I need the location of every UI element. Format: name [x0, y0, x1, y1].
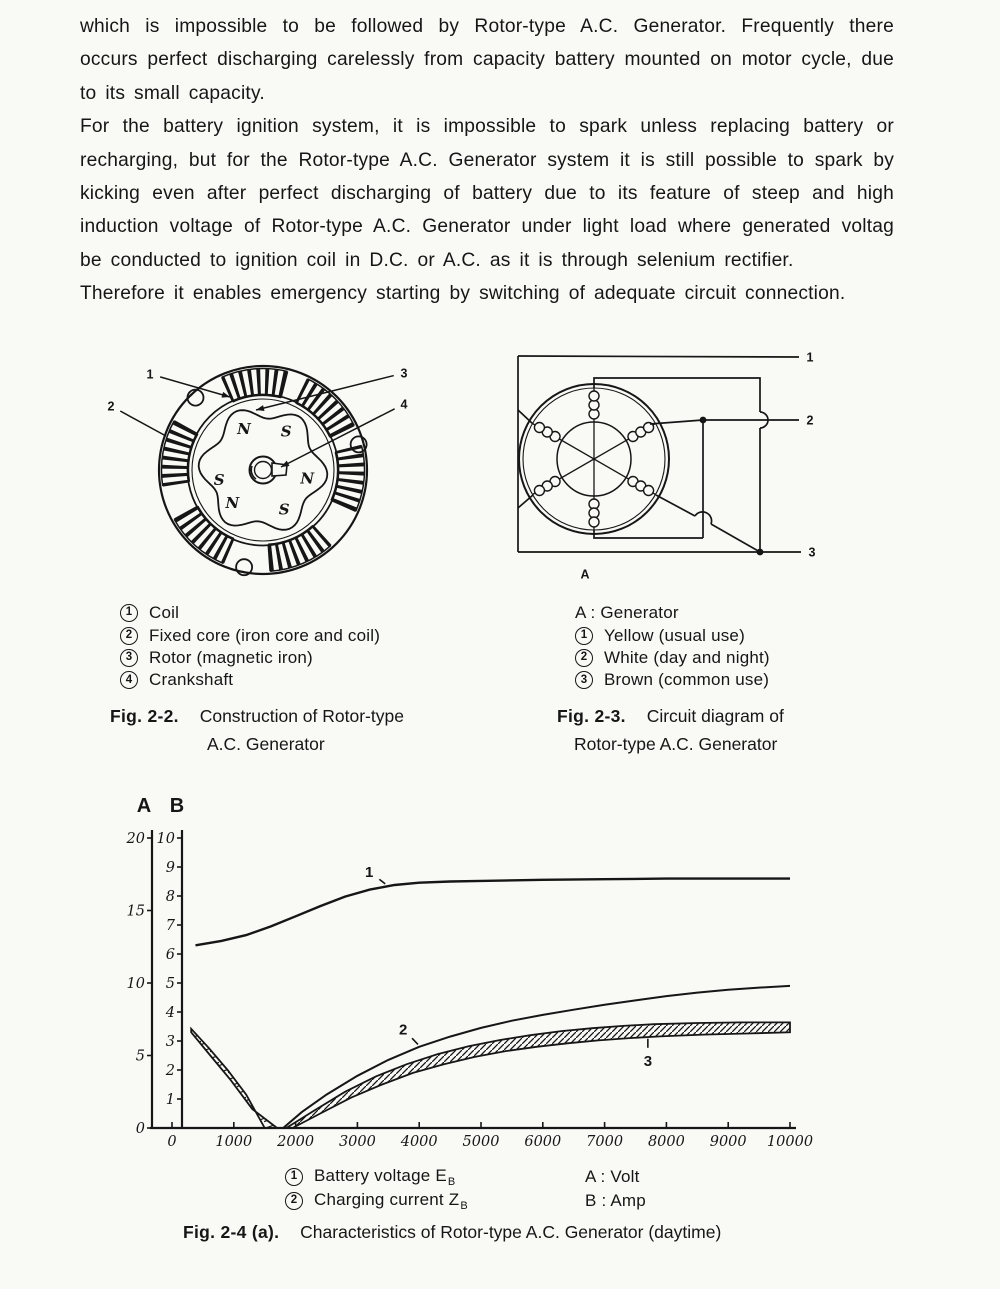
circled-number-icon: 1 [285, 1168, 303, 1186]
coil-loop [534, 486, 544, 496]
tick-label: 4000 [400, 1134, 438, 1150]
wire [656, 495, 695, 516]
chart-legend [285, 1165, 468, 1213]
tick-label: 6000 [524, 1134, 562, 1150]
legend-item [285, 1165, 468, 1189]
junction-dot [700, 417, 707, 424]
svg-text:2: 2 [806, 413, 814, 428]
svg-text:1: 1 [364, 863, 374, 881]
body-text [80, 10, 894, 311]
tick-label: 10 [156, 831, 175, 847]
chart-axis-units [585, 1165, 646, 1213]
legend-label: Crankshaft [149, 670, 234, 690]
tick-label: 5 [135, 1048, 145, 1065]
svg-text:2: 2 [107, 399, 115, 414]
stator-coil [269, 535, 322, 557]
circled-number-icon: 3 [120, 649, 138, 667]
svg-text:3: 3 [808, 545, 816, 560]
tick-label: 6 [165, 947, 175, 963]
pole-label: N [237, 420, 251, 439]
curve-series-2 [283, 986, 790, 1128]
legend-item [120, 647, 380, 669]
coil-loop [644, 486, 654, 496]
text-line: be conducted to ignition coil in D.C. or A.C. as it is through selenium rectifier. [80, 249, 794, 271]
axis-A-label: A [136, 795, 152, 817]
coil-outline [174, 421, 198, 434]
circled-number-icon: 3 [575, 671, 593, 689]
legend-label: Coil [149, 603, 180, 623]
svg-text:2: 2 [398, 1021, 408, 1039]
legend-label: Brown (common use) [604, 670, 770, 690]
figure-number: Fig. 2-2. [110, 706, 179, 726]
svg-text:1: 1 [806, 350, 814, 365]
legend-item [120, 624, 380, 646]
tick-label: 0 [135, 1121, 145, 1137]
caption-text: Construction of Rotor-type [199, 706, 404, 726]
legend-label: Battery voltage $E_B$ [314, 1166, 456, 1188]
callout-leader-line [160, 377, 230, 397]
tick-label: 7000 [586, 1134, 624, 1150]
legend-label: White (day and night) [604, 647, 770, 667]
stator-coil [175, 427, 186, 484]
hatched-band-series-desc-band [191, 1029, 277, 1128]
pole-label: S [280, 422, 292, 441]
tick-label: 8 [165, 889, 175, 905]
text-line: kicking even after perfect discharging of battery due to its feature of steep and high [80, 182, 894, 204]
tick-label: 2 [165, 1063, 175, 1079]
text-line: to its small capacity. [80, 82, 265, 104]
wire [650, 420, 799, 424]
svg-text:A: A [580, 567, 590, 582]
fig-2-3-caption-line2: Rotor-type A.C. Generator [574, 734, 778, 754]
tick-label: 15 [126, 903, 145, 920]
text-line: induction voltage of Rotor-type A.C. Generator under light load where generated voltag [80, 216, 894, 238]
svg-text:3: 3 [400, 366, 408, 381]
crankshaft-shaft [255, 462, 272, 479]
circled-number-icon: 2 [285, 1192, 303, 1210]
svg-text:1: 1 [146, 367, 154, 382]
stator-coil [343, 449, 351, 506]
coil-loop [589, 391, 599, 401]
svg-text:4: 4 [400, 397, 408, 412]
caption-text: Characteristics of Rotor-type A.C. Generator (daytime) [300, 1222, 722, 1242]
hatched-band-series-3 [286, 1022, 790, 1128]
fig-2-2-caption-line2: A.C. Generator [207, 734, 325, 754]
tick-label: 2000 [277, 1134, 315, 1150]
tick-label: 20 [126, 831, 145, 847]
stator-outer-ring [159, 366, 367, 574]
legend-item [120, 669, 380, 691]
fig-2-2-rotor-construction-diagram [90, 345, 420, 607]
circled-number-icon: 1 [120, 604, 138, 622]
figure-number: Fig. 2-3. [557, 706, 626, 726]
tick-label: 1 [165, 1092, 175, 1108]
tick-label: 3 [165, 1034, 175, 1050]
tick-label: 5000 [462, 1134, 500, 1150]
text-line: which is impossible to be followed by Rotor-type A.C. Generator. Frequently there [80, 16, 894, 37]
coil-loop [589, 517, 599, 527]
junction-dot [757, 549, 764, 556]
axis-unit: B : Amp [585, 1191, 646, 1210]
legend-label: Charging current $Z_B$ [314, 1190, 468, 1212]
axis-unit: A : Volt [585, 1167, 640, 1186]
svg-text:3: 3 [643, 1053, 653, 1071]
stator-coil [227, 382, 284, 390]
pole-label: S [213, 471, 225, 490]
circled-number-icon: 2 [575, 649, 593, 667]
fig-2-2-legend [120, 602, 380, 692]
fig-2-4a-characteristics-chart [120, 780, 820, 1165]
pole-label: S [278, 500, 290, 519]
text-line: Therefore it enables emergency starting by switching of adequate circuit connection. [80, 283, 846, 305]
callout-arrowhead [256, 405, 264, 411]
wire [518, 495, 533, 508]
fig-2-2-caption [110, 706, 404, 727]
tick-label: 3000 [338, 1134, 376, 1150]
fig-2-3-caption [557, 706, 784, 727]
fig-2-3-circuit-diagram [490, 340, 840, 590]
fig-2-3-legend [575, 602, 770, 692]
tick-label: 7 [165, 918, 175, 934]
legend-item [575, 647, 770, 669]
coil-loop [534, 423, 544, 433]
pole-label: N [225, 493, 240, 512]
tick-label: 5 [165, 976, 175, 992]
wire [518, 356, 799, 357]
legend-item [120, 602, 380, 624]
curve-series-1 [196, 879, 791, 946]
callout-leader-line [120, 411, 166, 436]
legend-label: Rotor (magnetic iron) [149, 647, 313, 667]
tick-label: 0 [167, 1134, 177, 1150]
legend-item [575, 624, 770, 646]
figure-number: Fig. 2-4 (a). [183, 1222, 280, 1242]
caption-text: Circuit diagram of [646, 706, 784, 726]
text-line: occurs perfect discharging carelessly from capacity battery mounted on motor cycle, due [80, 49, 894, 71]
legend-item [285, 1189, 468, 1213]
tick-label: 9 [165, 860, 175, 876]
legend-item [575, 669, 770, 691]
fig-2-4a-caption [183, 1222, 721, 1243]
coil-outline [222, 377, 233, 402]
tick-label: 4 [165, 1005, 175, 1021]
circled-number-icon: 4 [120, 671, 138, 689]
legend-item: A : Generator [575, 603, 679, 623]
legend-label: Fixed core (iron core and coil) [149, 625, 381, 645]
tick-label: 10 [126, 976, 145, 992]
axis-B-label: B [169, 795, 185, 817]
wire [711, 524, 760, 552]
text-line: For the battery ignition system, it is impossible to spark unless replacing battery or [80, 116, 894, 138]
tick-label: 10000 [766, 1134, 814, 1150]
tick-label: 1000 [215, 1134, 253, 1150]
pole-label: N [300, 469, 315, 488]
circled-number-icon: 1 [575, 627, 593, 645]
text-line: recharging, but for the Rotor-type A.C. Generator system it is still possible to spark by [80, 149, 894, 171]
legend-label: Yellow (usual use) [604, 625, 745, 645]
tick-label: 9000 [709, 1134, 747, 1150]
wire [594, 378, 760, 412]
tick-label: 8000 [647, 1134, 685, 1150]
circled-number-icon: 2 [120, 627, 138, 645]
